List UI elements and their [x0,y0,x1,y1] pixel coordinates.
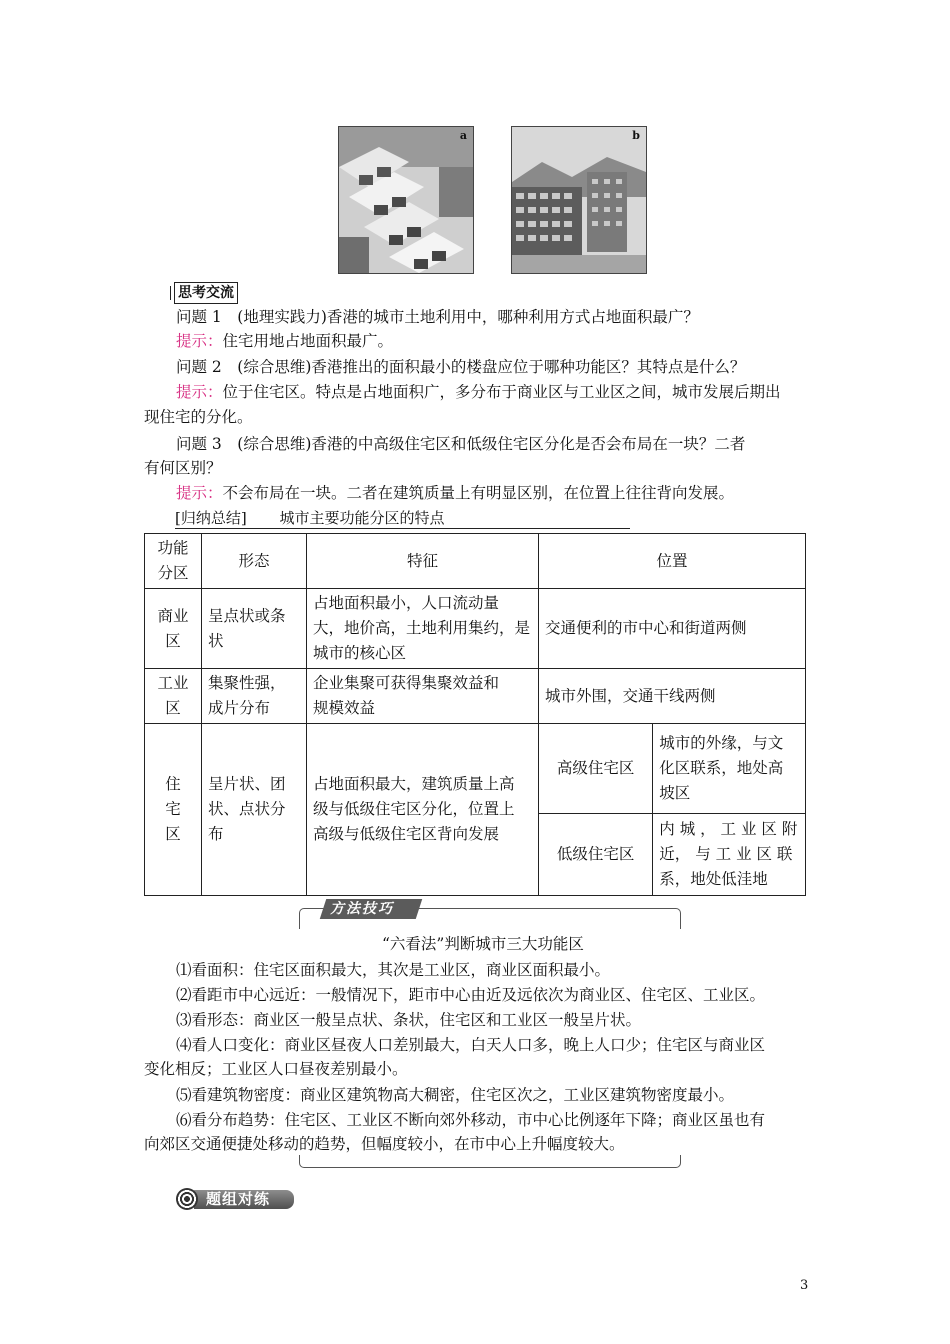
commercial-feature: 占地面积最小，人口流动量 大，地价高，土地利用集约，是 城市的核心区 [307,589,539,669]
method-point-6-line-1: ⑹看分布趋势：住宅区、工业区不断向郊外移动，市中心比例逐年下降；商业区虽也有 [176,1111,766,1129]
photo-residential-block [511,126,647,274]
terraced-housing-image [339,127,473,273]
target-icon [176,1188,198,1210]
summary-heading [175,507,445,529]
answer-2-line-2: 现住宅的分化。 [144,408,253,426]
practice-heading [176,1188,296,1212]
table-row-industrial [145,669,806,724]
question-3-line-2: 有何区别？ [144,459,222,477]
question-1: 问题 1 (地理实践力)香港的城市土地利用中，哪种利用方式占地面积最广？ [176,308,699,326]
header-zone: 功能 分区 [145,534,202,589]
header-form: 形态 [202,534,307,589]
answer-3 [176,481,734,505]
method-box-bottom [299,1155,681,1168]
industrial-form: 集聚性强， 成片分布 [202,669,307,724]
photo-b-tag: b [632,129,640,142]
answer-1-text: 住宅用地占地面积最广。 [222,332,394,350]
method-point-4-line-1: ⑷看人口变化：商业区昼夜人口差别最大，白天人口多，晚上人口少；住宅区与商业区 [176,1036,766,1054]
table-row-residential-high [145,724,806,814]
answer-3-text: 不会布局在一块。二者在建筑质量上有明显区别，在位置上往往背向发展。 [222,484,735,502]
hint-label: 提示： [176,383,223,401]
question-3-line-1: 问题 3 (综合思维)香港的中高级住宅区和低级住宅区分化是否会布局在一块？二者 [176,435,746,453]
low-residential-label: 低级住宅区 [539,814,653,896]
industrial-zone: 工业 区 [145,669,202,724]
table-row-commercial [145,589,806,669]
hint-label: 提示： [176,484,223,502]
answer-2-text: 位于住宅区。特点是占地面积广，多分布于商业区与工业区之间，城市发展后期出 [222,383,781,401]
answer-1 [176,329,393,353]
method-point-6-line-2: 向郊区交通便捷处移动的趋势，但幅度较小，在市中心上升幅度较大。 [144,1135,625,1153]
high-residential-label: 高级住宅区 [539,724,653,814]
summary-label: [归纳总结] [175,509,247,527]
method-title: “六看法”判断城市三大功能区 [382,935,584,953]
header-location: 位置 [539,534,806,589]
residential-zone: 住 宅 区 [145,724,202,896]
residential-block-image [512,127,646,273]
practice-label: 题组对练 [206,1190,271,1208]
residential-feature: 占地面积最大，建筑质量上高 级与低级住宅区分化，位置上 高级与低级住宅区背向发展 [307,724,539,896]
functional-zone-table [144,533,806,896]
method-point-2: ⑵看距市中心远近：一般情况下，距市中心由近及远依次为商业区、住宅区、工业区。 [176,986,766,1004]
high-residential-location: 城市的外缘，与文 化区联系，地处高 坡区 [653,724,806,814]
industrial-location: 城市外围，交通干线两侧 [539,669,806,724]
method-point-3: ⑶看形态：商业区一般呈点状、条状，住宅区和工业区一般呈片状。 [176,1011,642,1029]
method-point-4-line-2: 变化相反；工业区人口昼夜差别最小。 [144,1060,408,1078]
table-header-row [145,534,806,589]
page-number: 3 [800,1278,809,1293]
summary-title: 城市主要功能分区的特点 [279,509,445,527]
method-point-5: ⑸看建筑物密度：商业区建筑物高大稠密，住宅区次之，工业区建筑物密度最小。 [176,1086,735,1104]
commercial-form: 呈点状或条 状 [202,589,307,669]
method-banner-label: 方法技巧 [330,901,394,917]
photo-a-tag: a [459,129,467,142]
industrial-feature: 企业集聚可获得集聚效益和 规模效益 [307,669,539,724]
commercial-location: 交通便利的市中心和街道两侧 [539,589,806,669]
answer-2-line-1 [176,380,781,404]
commercial-zone: 商业 区 [145,589,202,669]
question-2: 问题 2 (综合思维)香港推出的面积最小的楼盘应位于哪种功能区？其特点是什么？ [176,358,746,376]
photo-terraced-housing [338,126,474,274]
low-residential-location: 内 城 ， 工 业 区 附 近， 与 工 业 区 联 系，地处低洼地 [653,814,806,896]
discussion-heading: 思考交流 [174,282,238,304]
header-feature: 特征 [307,534,539,589]
hint-label: 提示： [176,332,223,350]
residential-form: 呈片状、团 状、点状分 布 [202,724,307,896]
summary-underline [175,528,630,529]
method-point-1: ⑴看面积：住宅区面积最大，其次是工业区，商业区面积最小。 [176,961,611,979]
